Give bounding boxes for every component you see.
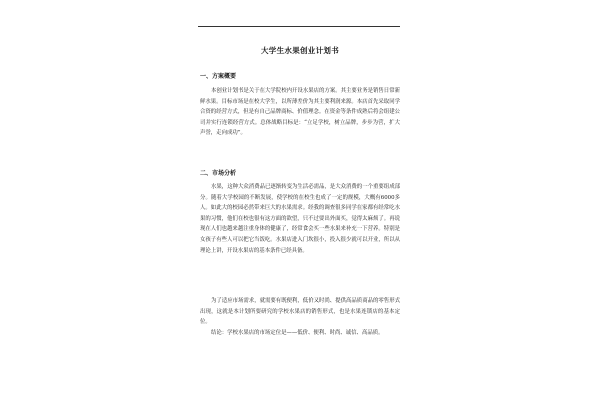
paragraph-market-1: 水果，这种大众消费品已逐渐转变为生活必需品，是大众消费的一个重要组成部分。随着大学校园的不断发展，使学校的在校生也成了一定的规模，大概有6000多人。如此大的校园必然带来巨大的水果需求。经我的调查很多同学在家都有经常吃水果的习惯，他们在校也很有这方面的欲望，只不过要出外面买，觉得太麻烦了。再说现在人们也越来越注重身体的健康了，经常食会买一些水果来补充一下营养。特别是女孩子有些人可以把它当饭吃。水果店进入门坎很小，投入很少就可以开业，所以从理论上讲，开设水果店的基本条件已经具备。	[200, 184, 400, 254]
header-rule	[198, 26, 400, 27]
paragraph-market-2: 为了适应市场需求，就需要有既便利，低价又时尚、提供高品质商品的零售形式出现，这就是本计划所要研究的学校水果店的销售形式，也是水果连锁店的基本定位。	[200, 298, 400, 326]
paragraph-overview: 本创业计划书是关于在大学院校内开设水果店的方案。其主要业务是销售日常新鲜水果。目标市场是在校大学生，以所薄差价为其主要利润来源。本店首先采取同学合资的经营方式，但是有自己品牌商标、价值理念。在资金等条件成熟后将会组建公司并实行连锁经营方式。总体战略目标是：“立足学校，树立品牌，步步为营，扩大声誉，走向成功”。	[200, 88, 400, 137]
document-title: 大学生水果创业计划书	[261, 46, 339, 55]
section-heading-market: 二、市场分析	[200, 170, 237, 177]
paragraph-conclusion: 结论：学校水果店的市场定位是——低价、便利、时尚、诚信、高品质。	[211, 330, 384, 336]
section-heading-overview: 一、方案概要	[200, 73, 237, 80]
